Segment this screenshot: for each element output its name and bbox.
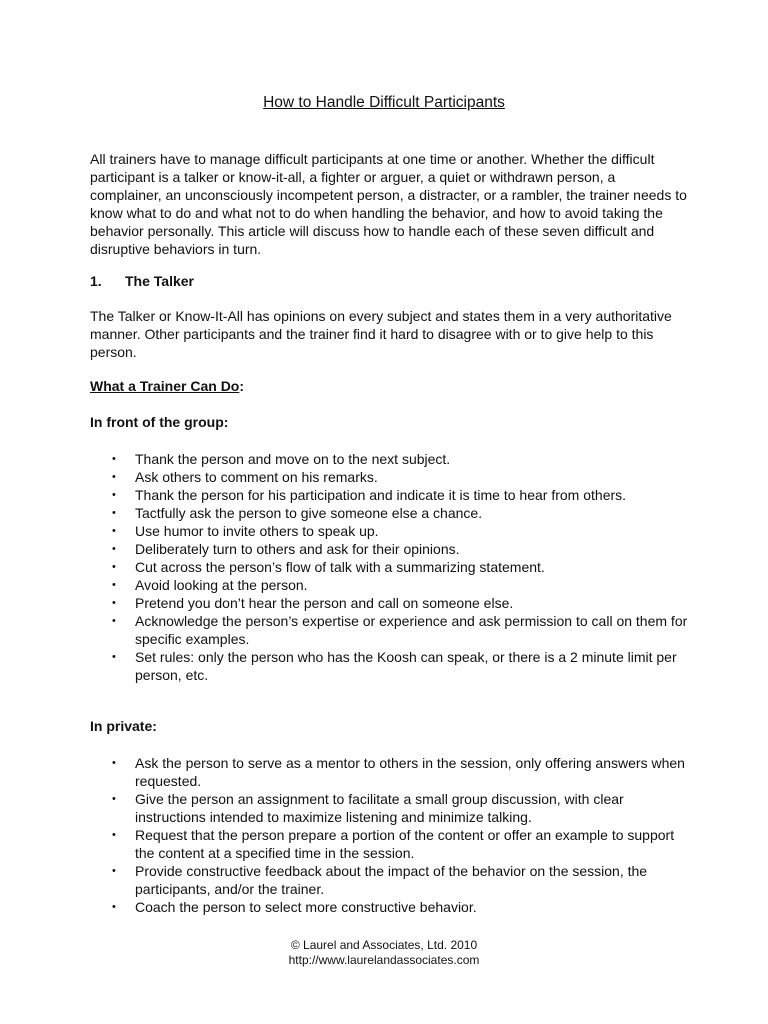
list-item-text: Acknowledge the person’s expertise or experience and ask permission to call on them for specific examples. [135, 613, 688, 647]
intro-paragraph: All trainers have to manage difficult participants at one time or another. Whether the difficult participant is a talker or know-it-all, a fighter or arguer, a quiet or withdrawn person, a complainer, an unconsciously incompetent person, a distracter, or a rambler, the trainer needs to know what to do and what not to do when handling the behavior, and how to avoid taking the behavior personally. This article will discuss how to handle each of these seven difficult and disruptive behaviors in turn. [90, 151, 687, 257]
footer-copyright: © Laurel and Associates, Ltd. 2010 [290, 938, 478, 952]
bullet-icon: • [112, 489, 116, 501]
bullet-icon: • [112, 471, 116, 483]
bullet-icon: • [112, 615, 116, 627]
list-item [90, 558, 690, 576]
page-title: How to Handle Difficult Participants [263, 94, 505, 111]
bullet-icon: • [112, 507, 116, 519]
list-item [90, 576, 690, 594]
list-item [90, 790, 690, 826]
list-item-text: Ask others to comment on his remarks. [135, 469, 378, 485]
bullet-icon: • [112, 561, 116, 573]
list-item [90, 594, 690, 612]
what-trainer-label: What a Trainer Can Do [90, 378, 240, 394]
list-item-text: Give the person an assignment to facilitate a small group discussion, with clear instructions intended to maximize listening and minimize talking. [135, 791, 624, 825]
list-item [90, 522, 690, 540]
list-item-text: Ask the person to serve as a mentor to others in the session, only offering answers when requested. [135, 755, 685, 789]
list-item [90, 486, 690, 504]
list-item-text: Set rules: only the person who has the Koosh can speak, or there is a 2 minute limit per person, etc. [135, 649, 677, 683]
list-item-text: Thank the person and move on to the next subject. [135, 451, 451, 467]
bullet-icon: • [112, 901, 116, 913]
bullet-icon: • [112, 525, 116, 537]
list-item [90, 862, 690, 898]
what-trainer-heading [90, 378, 244, 394]
list-item [90, 754, 690, 790]
section-title: The Talker [125, 273, 194, 289]
list-item-text: Tactfully ask the person to give someone else a chance. [135, 505, 483, 521]
bullet-icon: • [112, 651, 116, 663]
list-item [90, 826, 690, 862]
what-trainer-colon: : [239, 378, 245, 394]
in-private-heading: In private: [90, 718, 157, 734]
list-item [90, 450, 690, 468]
list-item-text: Use humor to invite others to speak up. [135, 523, 379, 539]
section-description: The Talker or Know-It-All has opinions on every subject and states them in a very authoritative manner. Other participants and the trainer find it hard to disagree with or to give help to this person. [90, 308, 672, 360]
footer-url: http://www.laurelandassociates.com [288, 953, 480, 967]
list-item-text: Coach the person to select more constructive behavior. [135, 899, 477, 915]
list-item [90, 648, 690, 684]
bullet-icon: • [112, 579, 116, 591]
list-item-text: Provide constructive feedback about the impact of the behavior on the session, the participants, and/or the trainer. [135, 863, 648, 897]
list-item [90, 898, 690, 916]
list-item [90, 540, 690, 558]
list-item-text: Pretend you don’t hear the person and call on someone else. [135, 595, 514, 611]
bullet-icon: • [112, 597, 116, 609]
bullet-icon: • [112, 453, 116, 465]
list-item-text: Deliberately turn to others and ask for their opinions. [135, 541, 460, 557]
section-heading [90, 273, 194, 289]
in-private-list [90, 754, 690, 916]
bullet-icon: • [112, 757, 116, 769]
list-item [90, 612, 690, 648]
list-item-text: Request that the person prepare a portion of the content or offer an example to support the content at a specified time in the session. [135, 827, 675, 861]
front-of-group-list [90, 450, 690, 684]
list-item [90, 468, 690, 486]
bullet-icon: • [112, 865, 116, 877]
bullet-icon: • [112, 793, 116, 805]
list-item-text: Thank the person for his participation and indicate it is time to hear from others. [135, 487, 627, 503]
front-of-group-heading: In front of the group: [90, 414, 229, 430]
section-number: 1. [90, 273, 102, 289]
bullet-icon: • [112, 829, 116, 841]
bullet-icon: • [112, 543, 116, 555]
list-item [90, 504, 690, 522]
list-item-text: Cut across the person’s flow of talk with a summarizing statement. [135, 559, 545, 575]
list-item-text: Avoid looking at the person. [135, 577, 308, 593]
footer [0, 938, 768, 968]
